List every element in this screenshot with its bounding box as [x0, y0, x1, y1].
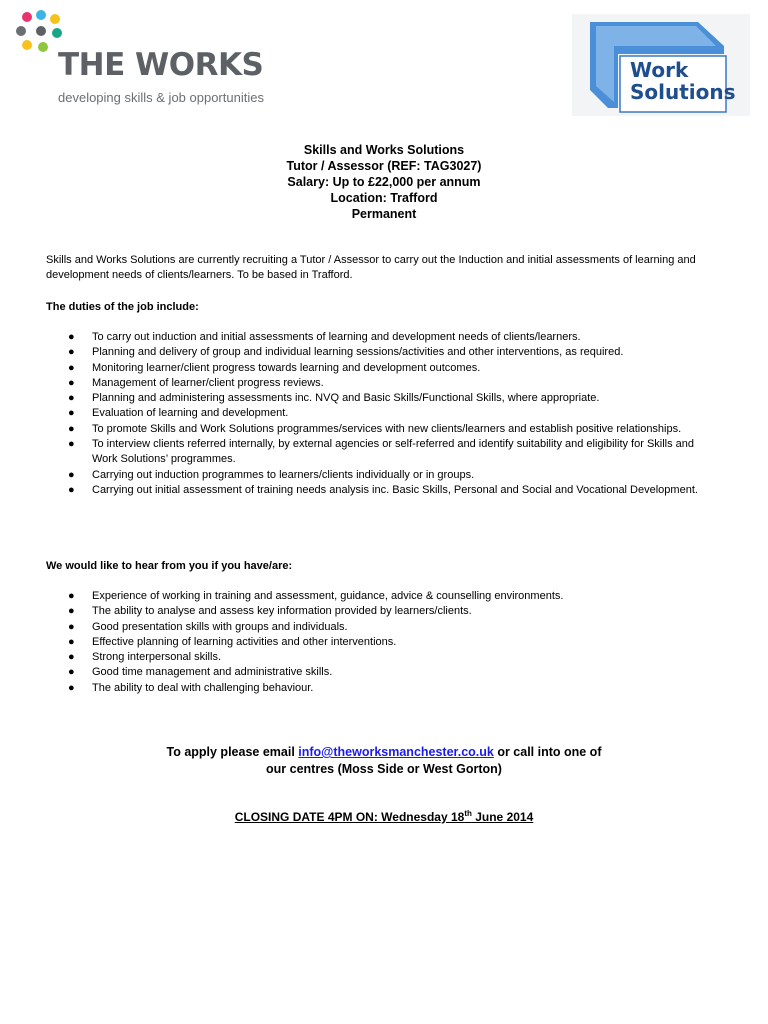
list-item: [46, 345, 706, 360]
list-item-text: Carrying out initial assessment of training needs analysis inc. Basic Skills, Personal and Social and Vocational Development.: [92, 483, 698, 496]
email-link[interactable]: info@theworksmanchester.co.uk: [298, 745, 494, 759]
list-item-text: To promote Skills and Work Solutions programmes/services with new clients/learners and establish positive relationships.: [92, 422, 682, 435]
bullet-icon: ●: [68, 635, 75, 648]
the-works-logo: [16, 10, 286, 105]
bullet-icon: ●: [68, 483, 75, 496]
list-item-text: Good presentation skills with groups and individuals.: [92, 620, 348, 633]
list-item-text: The ability to deal with challenging behaviour.: [92, 681, 314, 694]
salary: Salary: Up to £22,000 per annum: [287, 175, 481, 189]
the-works-tagline: developing skills & job opportunities: [58, 90, 264, 105]
bullet-icon: ●: [68, 605, 75, 618]
closing-date: [0, 810, 768, 824]
bullet-icon: ●: [68, 376, 75, 389]
list-item-text: To carry out induction and initial assessments of learning and development needs of clients/learners.: [92, 331, 581, 343]
bullet-icon: ●: [68, 681, 75, 694]
list-item: [46, 589, 706, 604]
job-title-block: [0, 142, 768, 222]
closing-date-text: [235, 810, 534, 824]
organisation-name: Skills and Works Solutions: [303, 143, 465, 157]
list-item: [46, 437, 706, 468]
list-item: [46, 422, 706, 437]
location: Location: Trafford: [330, 191, 438, 205]
list-item: [46, 361, 706, 376]
closing-date-ordinal: th: [464, 809, 472, 818]
bullet-icon: ●: [68, 346, 75, 359]
list-item: [46, 468, 706, 483]
list-item-text: Evaluation of learning and development.: [92, 407, 289, 420]
duties-heading: The duties of the job include:: [46, 301, 199, 313]
bullet-icon: ●: [68, 468, 75, 481]
list-item: [46, 376, 706, 391]
contract-type: Permanent: [351, 207, 417, 221]
bullet-icon: ●: [68, 438, 75, 451]
list-item-text: Management of learner/client progress reviews.: [92, 376, 324, 389]
job-title: Tutor / Assessor (REF: TAG3027): [286, 159, 482, 173]
bullet-icon: ●: [68, 392, 75, 405]
list-item-text: Experience of working in training and assessment, guidance, advice & counselling environments.: [92, 590, 564, 602]
list-item-text: Strong interpersonal skills.: [92, 651, 222, 664]
list-item: [46, 406, 706, 421]
work-solutions-logo: [572, 14, 750, 116]
list-item: [46, 483, 706, 498]
list-item-text: Monitoring learner/client progress towards learning and development outcomes.: [92, 361, 481, 374]
bullet-icon: ●: [68, 407, 75, 420]
bullet-icon: ●: [68, 590, 75, 602]
bullet-icon: ●: [68, 422, 75, 435]
list-item-text: The ability to analyse and assess key information provided by learners/clients.: [92, 605, 472, 618]
list-item: [46, 681, 706, 696]
apply-centres: our centres (Moss Side or West Gorton): [266, 762, 502, 776]
requirements-list: [46, 589, 706, 696]
bullet-icon: ●: [68, 620, 75, 633]
bullet-icon: ●: [68, 361, 75, 374]
requirements-heading: We would like to hear from you if you have/are:: [46, 560, 293, 572]
list-item: [46, 604, 706, 619]
duties-list: [46, 330, 706, 498]
work-solutions-line2: Solutions: [630, 80, 736, 104]
list-item-text: Effective planning of learning activities and other interventions.: [92, 635, 397, 648]
apply-prefix: To apply please email: [166, 745, 299, 759]
closing-date-main: CLOSING DATE 4PM ON: Wednesday 18: [234, 810, 465, 824]
list-item: [46, 635, 706, 650]
closing-date-end: June 2014: [471, 810, 534, 824]
apply-suffix: or call into one of: [493, 745, 602, 759]
bullet-icon: ●: [68, 651, 75, 664]
list-item-text: To interview clients referred internally, by external agencies or self-referred and identify suitability and eligibility for Skills and Work Solutions’ programmes.: [92, 438, 695, 466]
list-item-text: Carrying out induction programmes to learners/clients individually or in groups.: [92, 468, 475, 481]
list-item-text: Planning and delivery of group and individual learning sessions/activities and other interventions, as required.: [92, 346, 624, 359]
list-item: [46, 620, 706, 635]
intro-paragraph: Skills and Works Solutions are currently recruiting a Tutor / Assessor to carry out the Induction and initial assessments of learning and development needs of clients/learners. To be based in Trafford.: [46, 254, 696, 282]
list-item-text: Good time management and administrative skills.: [92, 666, 333, 679]
list-item-text: Planning and administering assessments inc. NVQ and Basic Skills/Functional Skills, where appropriate.: [92, 392, 600, 405]
the-works-wordmark: THE WORKS: [58, 47, 264, 83]
bullet-icon: ●: [68, 331, 75, 343]
list-item: [46, 665, 706, 680]
bullet-icon: ●: [68, 666, 75, 679]
list-item: [46, 391, 706, 406]
apply-instructions: [0, 744, 768, 778]
list-item: [46, 330, 706, 345]
work-solutions-line1: Work: [630, 58, 689, 82]
list-item: [46, 650, 706, 665]
work-solutions-wordmark: [630, 59, 736, 103]
